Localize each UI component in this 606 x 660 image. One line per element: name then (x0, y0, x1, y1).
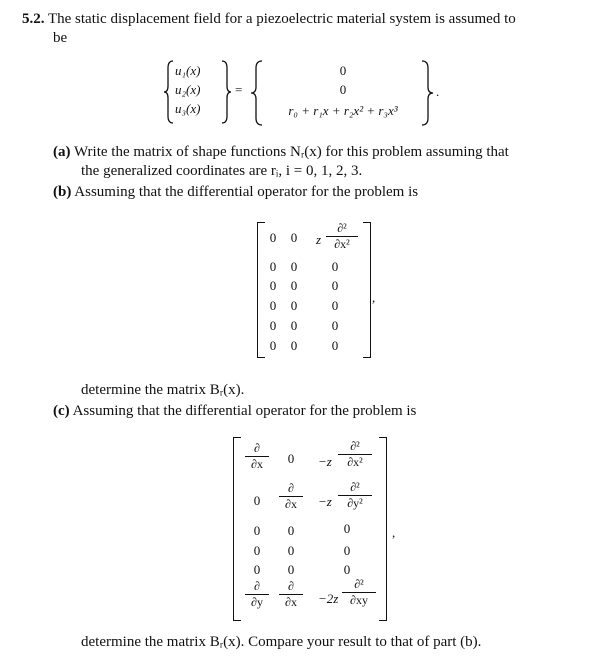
part-c-determine: determine the matrix Bᵣ(x). Compare your result to that of part (b). (81, 634, 482, 650)
matrix-b-d2dx2 (326, 222, 358, 251)
matrix-c-right-bracket (379, 437, 387, 621)
matrix-c-prefix: −2z (318, 591, 339, 606)
matrix-b-comma: , (372, 290, 376, 305)
matrix-c-d2dy2 (338, 481, 372, 510)
frac-den: ∂x (285, 497, 297, 511)
frac-den: ∂x (285, 595, 297, 609)
part-b-text: Assuming that the differential operator for the problem is (74, 184, 419, 200)
matrix-b-cell: 0 (331, 298, 339, 313)
equals-sign: = (235, 82, 243, 97)
matrix-c-d-dx-3 (279, 580, 303, 609)
frac-den: ∂y (251, 595, 263, 609)
rhs-entry-3: r₀ + r₁x + r₂x² + r₃x³ (288, 103, 398, 118)
matrix-c-cell: 0 (343, 543, 351, 558)
part-a-line-2: the generalized coordinates are rᵢ, i = 0, 1, 2, 3. (81, 163, 363, 179)
u2-entry: u₂(x) (175, 82, 201, 97)
matrix-b-left-bracket (257, 222, 265, 358)
matrix-c-d2dx2 (338, 440, 372, 469)
frac-den: ∂xy (350, 593, 368, 607)
matrix-b-cell: 0 (269, 230, 277, 245)
matrix-c-left-bracket (233, 437, 241, 621)
right-brace-rhs (420, 60, 434, 126)
u3-entry: u₃(x) (175, 101, 201, 116)
rhs-entry-1: 0 (339, 63, 347, 78)
matrix-c-cell: 0 (253, 493, 261, 508)
frac-num: ∂ (288, 579, 294, 593)
part-a-label: (a) (53, 144, 71, 160)
matrix-c-prefix: −z (318, 454, 332, 469)
matrix-c-cell: 0 (253, 523, 261, 538)
frac-num: ∂² (337, 221, 347, 235)
matrix-c-cell: 0 (343, 521, 351, 536)
equation-period: . (436, 84, 440, 99)
part-b (53, 183, 418, 202)
part-b-determine: determine the matrix Bᵣ(x). (81, 382, 245, 398)
matrix-c-d2dxy (342, 578, 376, 607)
frac-num: ∂ (288, 481, 294, 495)
matrix-b-cell: 0 (269, 298, 277, 313)
intro-line-1: The static displacement field for a piezoelectric material system is assumed to (47, 11, 516, 27)
matrix-b-right-bracket (363, 222, 371, 358)
matrix-c-cell: 0 (343, 562, 351, 577)
frac-num: ∂² (350, 480, 360, 494)
frac-num: ∂² (354, 577, 364, 591)
matrix-b-cell: 0 (331, 278, 339, 293)
frac-den: ∂x² (347, 455, 363, 469)
matrix-b-cell: 0 (290, 230, 298, 245)
matrix-b-cell: 0 (331, 259, 339, 274)
frac-den: ∂x² (334, 237, 350, 251)
part-c-text: Assuming that the differential operator for the problem is (72, 403, 417, 419)
matrix-b-cell: 0 (269, 338, 277, 353)
matrix-b-cell: 0 (290, 298, 298, 313)
frac-num: ∂ (254, 579, 260, 593)
matrix-b-cell: 0 (290, 318, 298, 333)
part-c (53, 402, 416, 421)
frac-den: ∂y² (347, 496, 363, 510)
matrix-c-d-dx (245, 442, 269, 471)
matrix-b-cell: 0 (290, 259, 298, 274)
part-a (53, 143, 509, 162)
problem-number: 5.2. (22, 11, 45, 27)
matrix-c-cell: 0 (287, 523, 295, 538)
matrix-b-cell: 0 (269, 259, 277, 274)
matrix-b-cell: 0 (331, 318, 339, 333)
matrix-c-cell: 0 (253, 562, 261, 577)
matrix-c-comma: , (392, 525, 396, 540)
matrix-c-d-dy (245, 580, 269, 609)
matrix-c-cell: 0 (287, 562, 295, 577)
matrix-c-cell: 0 (253, 543, 261, 558)
intro-line-2: be (53, 30, 68, 46)
part-a-line-1: Write the matrix of shape functions Nᵣ(x) for this problem assuming that (73, 144, 509, 160)
matrix-c-cell: 0 (287, 543, 295, 558)
matrix-b-cell: 0 (290, 278, 298, 293)
matrix-b-cell: 0 (290, 338, 298, 353)
matrix-c-cell: 0 (287, 451, 295, 466)
frac-den: ∂x (251, 457, 263, 471)
matrix-c-prefix: −z (318, 494, 332, 509)
u1-entry: u₁(x) (175, 63, 201, 78)
frac-num: ∂ (254, 441, 260, 455)
problem-statement (22, 10, 516, 29)
frac-num: ∂² (350, 439, 360, 453)
part-b-label: (b) (53, 184, 72, 200)
matrix-b-cell: 0 (331, 338, 339, 353)
rhs-entry-2: 0 (339, 82, 347, 97)
matrix-b-cell: 0 (269, 318, 277, 333)
part-c-label: (c) (53, 403, 70, 419)
matrix-b-cell: 0 (269, 278, 277, 293)
left-brace (163, 60, 175, 124)
matrix-c-d-dx-2 (279, 482, 303, 511)
matrix-b-z: z (316, 232, 322, 247)
right-brace (220, 60, 232, 124)
